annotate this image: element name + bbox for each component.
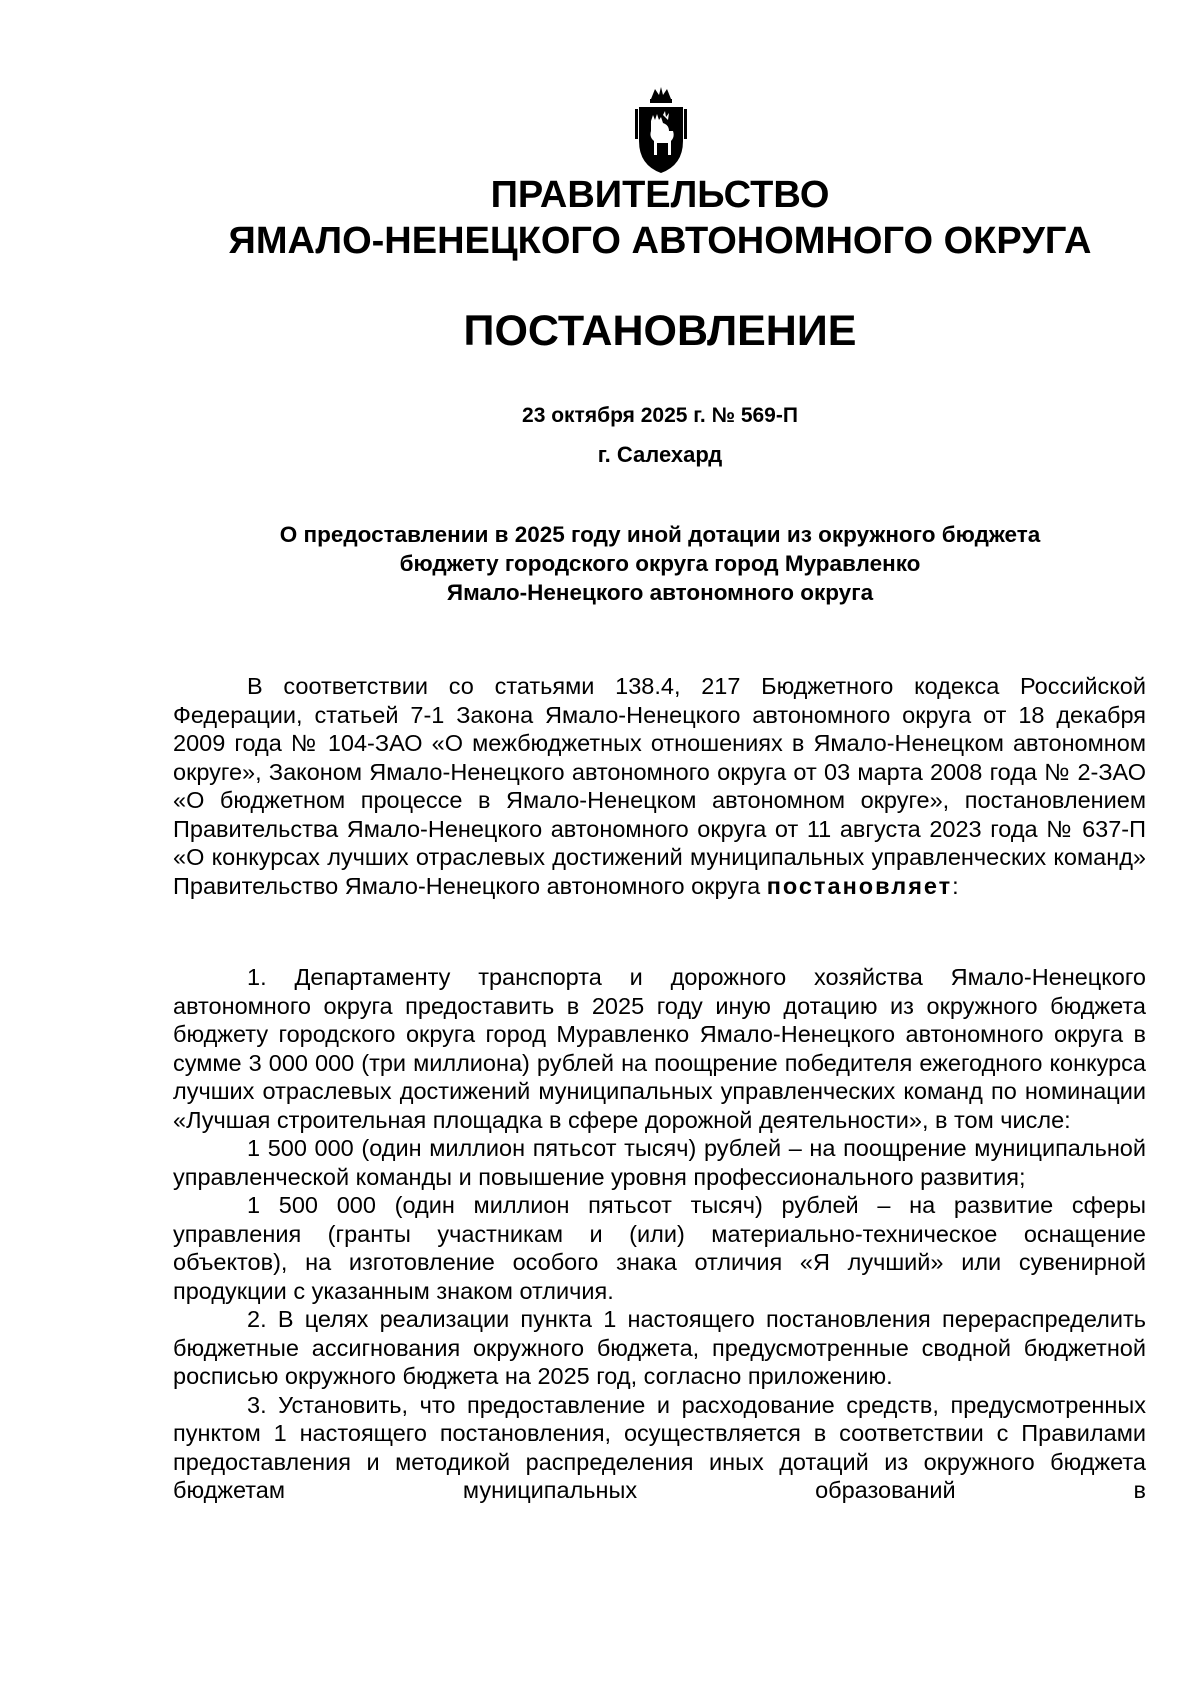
- item-paragraph: 1. Департаменту транспорта и дорожного хозяйства Ямало-Ненецкого автономного округа предоставить в 2025 году иную дотацию из окружного бюджета бюджету городского округа город Муравленко Ямало-Ненецкого автономного округа в сумме 3 000 000 (три миллиона) рублей на поощрение победителя ежегодного конкурса лучших отраслевых достижений муниципальных управленческих команд по номинации «Лучшая строительная площадка в сфере дорожной деятельности», в том числе:: [173, 964, 1146, 1133]
- government-name-line1: ПРАВИТЕЛЬСТВО: [490, 174, 830, 216]
- document-city: г. Салехард: [597, 442, 723, 467]
- document-date-number: 23 октября 2025 г. № 569-П: [522, 404, 798, 427]
- subject-line: бюджету городского округа город Муравленко: [399, 551, 921, 576]
- resolves-word: постановляет: [766, 872, 953, 899]
- preamble-trailing: :: [952, 872, 959, 899]
- document-type-title: ПОСТАНОВЛЕНИЕ: [463, 307, 857, 355]
- preamble-block: [173, 672, 1146, 900]
- document-subject: [180, 520, 1140, 607]
- resolution-items: [173, 963, 1146, 1505]
- government-name-line2: ЯМАЛО-НЕНЕЦКОГО АВТОНОМНОГО ОКРУГА: [228, 220, 1092, 262]
- item-paragraph: 2. В целях реализации пункта 1 настоящего постановления перераспределить бюджетные ассигнования окружного бюджета, предусмотренные сводной бюджетной росписью окружного бюджета на 2025 год, согласно приложению.: [173, 1306, 1146, 1389]
- subject-line: О предоставлении в 2025 году иной дотации из окружного бюджета: [279, 522, 1041, 547]
- yamal-coat-of-arms-icon: [633, 85, 689, 175]
- item-paragraph: 1 500 000 (один миллион пятьсот тысяч) рублей – на развитие сферы управления (гранты участникам и (или) материально-техническое оснащение объектов), на изготовление особого знака отличия «Я лучший» или сувенирной продукции с указанным знаком отличия.: [173, 1192, 1146, 1304]
- subject-line: Ямало-Ненецкого автономного округа: [446, 580, 874, 605]
- preamble-paragraph: [173, 672, 1146, 900]
- item-paragraph: 1 500 000 (один миллион пятьсот тысяч) рублей – на поощрение муниципальной управленческой команды и повышение уровня профессионального развития;: [173, 1135, 1146, 1190]
- preamble-text: В соответствии со статьями 138.4, 217 Бюджетного кодекса Российской Федерации, статьей 7-1 Закона Ямало-Ненецкого автономного округа от 18 декабря 2009 года № 104-ЗАО «О межбюджетных отношениях в Ямало-Ненецком автономном округе», Законом Ямало-Ненецкого автономного округа от 03 марта 2008 года № 2-ЗАО «О бюджетном процессе в Ямало-Ненецком автономном округе», постановлением Правительства Ямало-Ненецкого автономного округа от 11 августа 2023 года № 637-П «О конкурсах лучших отраслевых достижений муниципальных управленческих команд» Правительство Ямало-Ненецкого автономного округа: [173, 673, 1146, 899]
- item-paragraph: 3. Установить, что предоставление и расходование средств, предусмотренных пунктом 1 настоящего постановления, осуществляется в соответствии с Правилами предоставления и методикой распределения иных дотаций из окружного бюджета бюджетам муниципальных образований в: [173, 1391, 1146, 1503]
